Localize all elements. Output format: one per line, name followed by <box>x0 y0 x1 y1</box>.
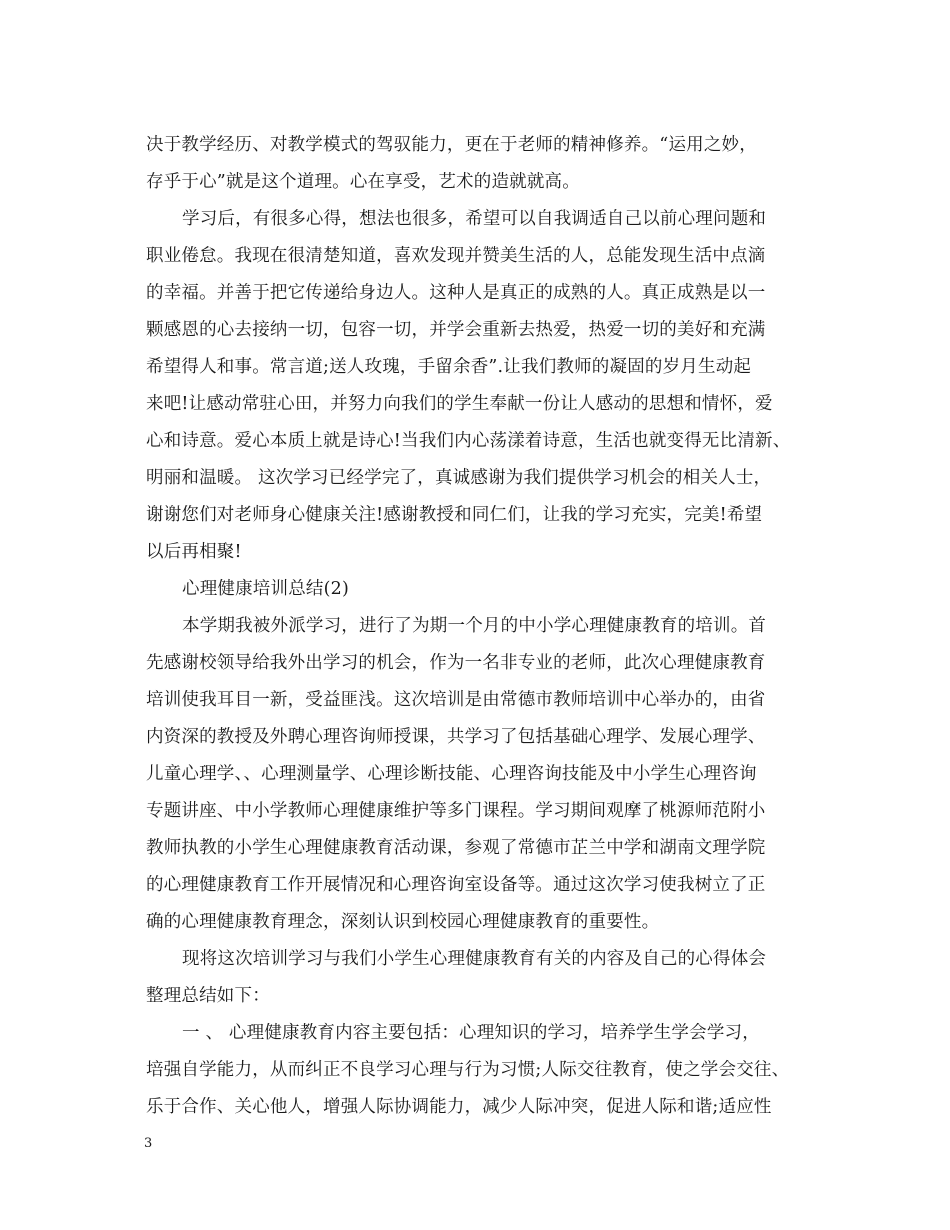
text-line: 先感谢校领导给我外出学习的机会，作为一名非专业的老师，此次心理健康教育 <box>146 653 766 673</box>
text-line: 的幸福。并善于把它传递给身边人。这种人是真正的成熟的人。真正成熟是以一 <box>146 283 766 303</box>
text-line: 确的心理健康教育理念，深刻认识到校园心理健康教育的重要性。 <box>146 912 660 932</box>
text-line: 以后再相聚! <box>146 542 242 562</box>
text-line: 心理健康培训总结(2) <box>182 579 349 599</box>
text-line: 学习后，有很多心得，想法也很多，希望可以自我调适自己以前心理问题和 <box>182 209 767 229</box>
text-line: 来吧!让感动常驻心田，并努力向我们的学生奉献一份让人感动的思想和情怀，爱 <box>146 394 773 414</box>
text-line: 本学期我被外派学习，进行了为期一个月的中小学心理健康教育的培训。首 <box>182 616 767 636</box>
text-line: 谢谢您们对老师身心健康关注!感谢教授和同仁们，让我的学习充实，完美!希望 <box>146 505 763 525</box>
text-line: 教师执教的小学生心理健康教育活动课，参观了常德市芷兰中学和湖南文理学院 <box>146 838 766 858</box>
text-line: 培强自学能力，从而纠正不良学习心理与行为习惯;人际交往教育，使之学会交往、 <box>146 1060 790 1080</box>
text-line: 内资深的教授及外聘心理咨询师授课，共学习了包括基础心理学、发展心理学、 <box>146 727 766 747</box>
text-line: 一 、 心理健康教育内容主要包括：心理知识的学习，培养学生学会学习， <box>182 1023 760 1043</box>
text-line: 心和诗意。爱心本质上就是诗心!当我们内心荡漾着诗意，生活也就变得无比清新、 <box>146 431 791 451</box>
text-line: 存乎于心”就是这个道理。心在享受，艺术的造就就高。 <box>146 172 580 192</box>
text-line: 乐于合作、关心他人，增强人际协调能力，减少人际冲突，促进人际和谐;适应性 <box>146 1097 772 1117</box>
page-number: 3 <box>144 1136 153 1151</box>
text-line: 专题讲座、中小学教师心理健康维护等多门课程。学习期间观摩了桃源师范附小 <box>146 801 766 821</box>
text-line: 现将这次培训学习与我们小学生心理健康教育有关的内容及自己的心得体会 <box>182 949 767 969</box>
document-body <box>146 127 826 1126</box>
text-line: 明丽和温暖。 这次学习已经学完了，真诚感谢为我们提供学习机会的相关人士， <box>146 468 772 488</box>
text-line: 儿童心理学、、心理测量学、心理诊断技能、心理咨询技能及中小学生心理咨询 <box>146 764 757 784</box>
text-line: 颗感恩的心去接纳一切，包容一切，并学会重新去热爱，热爱一切的美好和充满 <box>146 320 766 340</box>
text-line: 整理总结如下： <box>146 986 270 1006</box>
text-line: 培训使我耳目一新，受益匪浅。这次培训是由常德市教师培训中心举办的，由省 <box>146 690 766 710</box>
text-line: 希望得人和事。常言道;送人玫瑰，手留余香”.让我们教师的凝固的岁月生动起 <box>146 357 752 377</box>
text-line: 决于教学经历、对教学模式的驾驭能力，更在于老师的精神修养。“运用之妙， <box>146 135 757 155</box>
text-line: 的心理健康教育工作开展情况和心理咨询室设备等。通过这次学习使我树立了正 <box>146 875 766 895</box>
text-line: 职业倦怠。我现在很清楚知道，喜欢发现并赞美生活的人，总能发现生活中点滴 <box>146 246 766 266</box>
